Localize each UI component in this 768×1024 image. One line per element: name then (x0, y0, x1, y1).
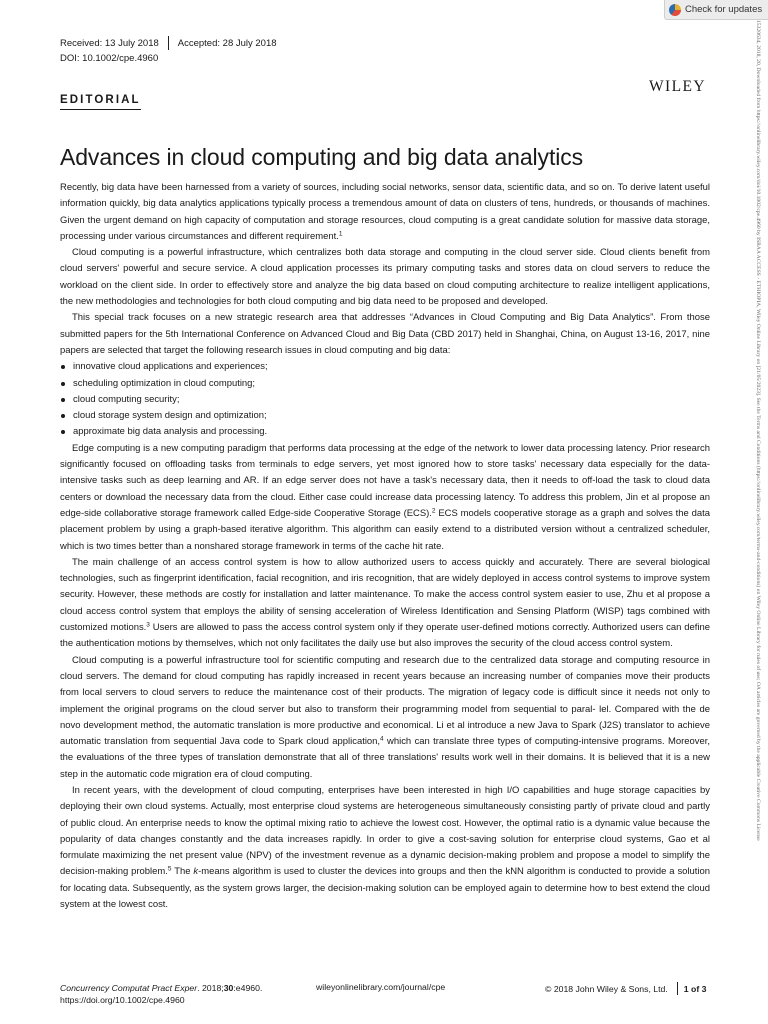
crossmark-icon (669, 4, 681, 16)
paragraph: Edge computing is a new computing paradigm that performs data processing at the edge of the network to lower data processing latency. Prior research significantly focused on offloading tasks from terminals to edge servers, yet most ignored how to store tasks' necessary data especially for the data-intensive tasks such as deep learning and AR. If an edge server does not have a task's necessary data, then it needs to off-load the task to cloud data centers or download the necessary data from the cloud. Either case could increase data processing latency. To address this problem, Jin et al propose an edge-side collaborative storage framework called Edge-side Cooperative Storage (ECS).$^2$ ECS models cooperative storage as a graph and solves the data placement problem by using a graph-based iterative algorithm. This algorithm can easily extend to a distributed version without a centralized scheduler, which is two times better than a nonshared storage framework in terms of the cache hit rate. (60, 442, 710, 552)
list-item: approximate big data analysis and processing. (60, 424, 710, 440)
copyright-footer (545, 982, 707, 995)
article-doi: DOI: 10.1002/cpe.4960 (60, 53, 159, 64)
journal-name: Concurrency Computat Pract Exper (60, 983, 198, 993)
date-divider (168, 36, 169, 50)
copyright: © 2018 John Wiley & Sons, Ltd. (545, 983, 668, 994)
received-date: Received: 13 July 2018 (60, 37, 159, 49)
paragraph: Cloud computing is a powerful infrastructure tool for scientific computing and research due to the centralized data storage and computing resource in cloud servers. The demand for cloud computing has rapidly increased in recent years because an increasing number of companies move their products from local servers to cloud servers to reduce the maintenance cost of their products. The migration of legacy code is difficult since it needs not only to implement the original programs on the cloud server but also to transform their programming model from sequential to paral- lel. Compared with the de novo development method, the automatic translation is more productive and economical. Li et al introduce a new Java to Spark (J2S) translator to achieve automatic translation from sequential Java code to Spark cloud application,$^4$ which can translate three types of computing-intensive programs. Moreover, the evaluations of the three types of translation demonstrate that all of three translations' results work well in their domains. It is believed that it is a new step in the automatic code migration era of cloud computing. (60, 654, 710, 780)
reference-link[interactable]: 3 (146, 621, 150, 629)
article-title: Advances in cloud computing and big data analytics (60, 144, 584, 170)
list-item: cloud storage system design and optimization; (60, 408, 710, 424)
publisher-logo: WILEY (649, 78, 706, 95)
paragraph: In recent years, with the development of cloud computing, enterprises have been interested in high I/O capabilities and huge storage capacities by deploying their own cloud systems. Actually, most enterprise cloud systems are heterogeneous simultaneously consisting partly of private cloud and partly of public cloud. An enterprise needs to know the optimal mixing ratio to achieve the lowest cost. However, the optimal ratio is a dynamic value because the popularity of data changes constantly and the data increases rapidly. In order to give a cost-saving solution for enterprise cloud systems, Gao et al formulate maximizing the net present value (NPV) of the investment revenue as a dynamic decision-making problem and propose a model to simplify the decision-making problem.$^5$ The k-means algorithm is used to cluster the devices into groups and then the kNN algorithm is conducted to provide a solution for locating data. Subsequently, as the system grows larger, the decision-making solution can be employed again to determine how to best extend the cloud system at the lowest cost. (60, 784, 710, 911)
download-notice: 15320634, 2018, 20, Downloaded from https://onlinelibrary.wiley.com/doi/10.1002/cpe.4960 by ISRAA ACCESS - ETHIOPIA, Wiley Online Library on [21/05/2023]. See the Terms and Conditions (https://onlinelibrary.wiley.com/terms-and-conditions) on Wiley Online Library for rules of use; OA articles are governed by the applicable Creative Commons License (755, 20, 761, 841)
page-number: 1 of 3 (683, 983, 707, 994)
volume-number: 30 (223, 983, 234, 993)
article-dates (60, 36, 277, 50)
section-label: EDITORIAL (60, 94, 141, 110)
footer-divider (677, 982, 678, 995)
doi-link[interactable]: https://doi.org/10.1002/cpe.4960 (60, 995, 185, 1005)
reference-link[interactable]: 5 (167, 865, 172, 873)
accepted-date: Accepted: 28 July 2018 (177, 37, 277, 49)
list-item: scheduling optimization in cloud computing; (60, 376, 710, 392)
article-body (60, 180, 710, 913)
paragraph: The main challenge of an access control system is how to allow authorized users to access quickly and accurately. There are several biological technologies, such as fingerprint identification, facial recognition, and iris recognition, that are widely deployed in access control systems to improve system security. However, these methods are costly for installation and latter maintenance. To make the access control system easier to use, Zhu et al propose a cloud access control system that employs the ability of sensing acceleration of Wireless Identification and Sensing Platform (WISP) tags combined with customized motions.$^3$ Users are allowed to pass the access control system only if they operate user-defined motions correctly. Authorized users can define the authentication motions by themselves, which not only facilitates the daily use but also improves the security of the cloud access control system. (60, 556, 711, 650)
research-issues-list (60, 359, 710, 440)
list-item: innovative cloud applications and experiences; (60, 359, 710, 375)
reference-link[interactable]: 2 (431, 507, 436, 515)
check-for-updates-label: Check for updates (685, 4, 763, 15)
citation-footer: Concurrency Computat Pract Exper. 2018;30:e4960. https://doi.org/10.1002/cpe.4960 (60, 983, 263, 1005)
download-sidebar (752, 20, 764, 1020)
paragraph: Cloud computing is a powerful infrastructure, which centralizes both data storage and computing in the cloud server side. Cloud clients benefit from cloud servers' powerful and secure service. A cloud application processes its primary computing tasks and stores data on cloud servers to reduce the workload on the client side. In order to effectively store and analyze the big data based on cloud computing architecture to realize intelligent applications, the new methodologies and technologies for both cloud computing and big data need to be proposed and developed. (60, 247, 710, 308)
paragraph: This special track focuses on a new strategic research area that addresses “Advances in Cloud Computing and Big Data Analytics”. From those submitted papers for the 5th International Conference on Advanced Cloud and Big Data (CBD 2017) held in Shanghai, China, on August 13-16, 2017, nine papers are selected that target the following research issues in cloud computing and big data: (60, 312, 710, 356)
paragraph: Recently, big data have been harnessed from a variety of sources, including social networks, sensor data, scientific data, and so on. To derive latent useful information quickly, big data analytics applications typically process a tremendous amount of data on clusters of tens, hundreds, or thousands of machines. Given the urgent demand on high capacity of computation and storage resources, cloud computing is a great candidate solution for massive data storage, processing under various circumstances and different requirement.$^1$ (60, 182, 710, 242)
reference-link[interactable]: 1 (338, 230, 343, 238)
reference-link[interactable]: 4 (380, 735, 384, 743)
journal-website-link[interactable]: wileyonlinelibrary.com/journal/cpe (316, 982, 446, 992)
list-item: cloud computing security; (60, 392, 710, 408)
check-for-updates-button[interactable] (664, 0, 768, 20)
